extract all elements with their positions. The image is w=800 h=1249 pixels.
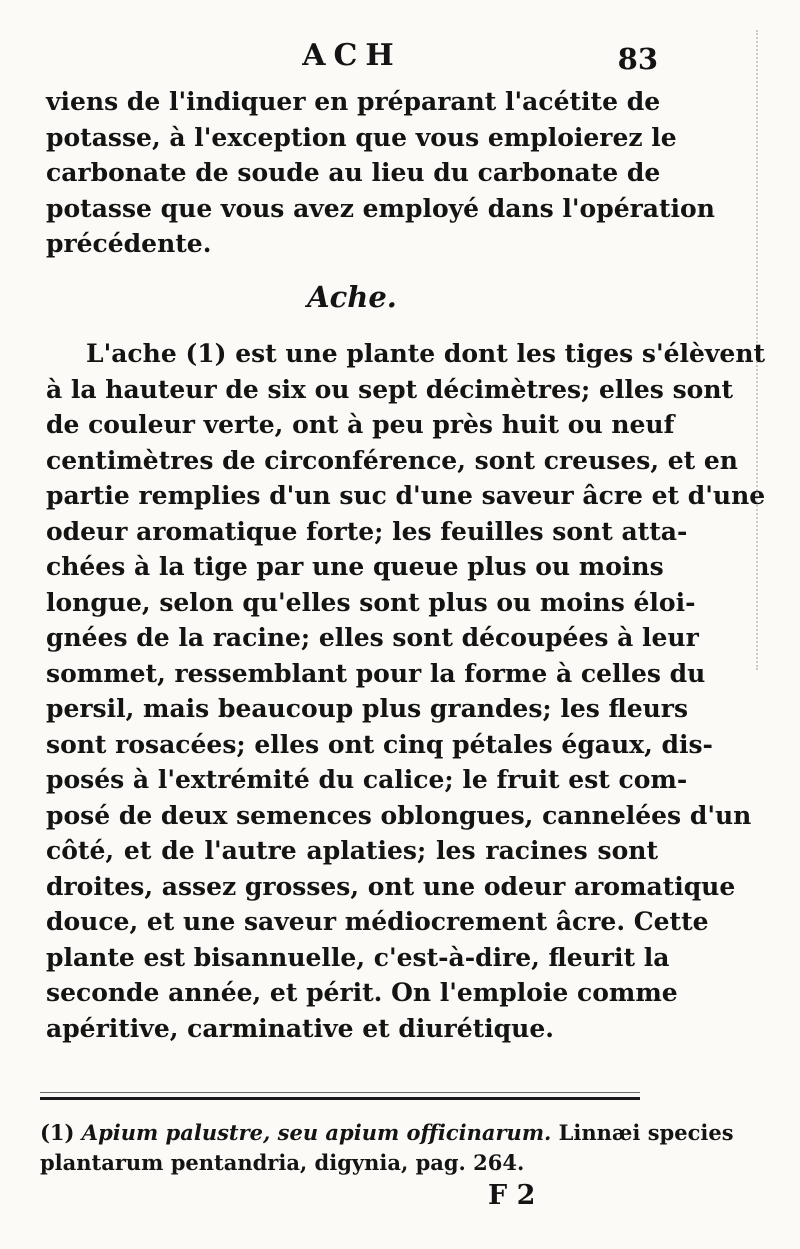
text-line: plante est bisannuelle, c'est-à-dire, fleurit la: [46, 942, 670, 972]
footnote-divider-thin: [40, 1092, 640, 1093]
text-line: sont rosacées; elles ont cinq pétales égaux, dis-: [46, 729, 713, 759]
text-line: posés à l'extrémité du calice; le fruit est com-: [46, 765, 688, 794]
text-line: sommet, ressemblant pour la forme à celles du: [46, 658, 706, 688]
text-line: à la hauteur de six ou sept décimètres; elles sont: [46, 374, 734, 404]
text-line: seconde année, et périt. On l'emploie comme: [46, 978, 678, 1007]
text-line: chées à la tige par une queue plus ou moins: [46, 552, 664, 581]
footnote-line: plantarum pentandria, digynia, pag. 264.: [40, 1150, 525, 1175]
text-line: apéritive, carminative et diurétique.: [46, 1013, 554, 1043]
text-line: partie remplies d'un suc d'une saveur âcre et d'une: [46, 481, 766, 510]
text-line: viens de l'indiquer en préparant l'acétite de: [46, 87, 661, 116]
text-line: de couleur verte, ont à peu près huit ou neuf: [46, 410, 675, 439]
text-line: longue, selon qu'elles sont plus ou moins éloi-: [46, 587, 696, 617]
text-line: gnées de la racine; elles sont découpées à leur: [46, 623, 699, 652]
footnote-latin-name: Apium palustre, seu apium officinarum.: [81, 1120, 552, 1145]
footnote-divider: [40, 1097, 640, 1100]
text-line: douce, et une saveur médiocrement âcre. Cette: [46, 907, 709, 936]
main-paragraph: [46, 336, 766, 1046]
text-line: potasse que vous avez employé dans l'opération: [46, 193, 715, 223]
continued-paragraph: [46, 84, 715, 262]
text-line: odeur aromatique forte; les feuilles sont atta-: [46, 516, 688, 546]
text-line: persil, mais beaucoup plus grandes; les fleurs: [46, 694, 689, 723]
footnote-reference: Linnæi species: [558, 1120, 734, 1145]
text-line: L'ache (1) est une plante dont les tiges s'élèvent: [86, 339, 766, 368]
footnote-line: [40, 1118, 734, 1148]
footnote-marker: (1): [40, 1120, 75, 1145]
text-line: potasse, à l'exception que vous emploierez le: [46, 122, 677, 152]
running-head: [46, 38, 658, 82]
text-line: droites, assez grosses, ont une odeur aromatique: [46, 871, 736, 901]
text-line: précédente.: [46, 229, 212, 258]
running-title: ACH: [302, 38, 402, 73]
text-line: carbonate de soude au lieu du carbonate de: [46, 158, 661, 187]
page-number: 83: [617, 42, 658, 76]
text-line: côté, et de l'autre aplaties; les racines sont: [46, 836, 658, 865]
section-heading: Ache.: [307, 280, 397, 314]
text-line: posé de deux semences oblongues, cannelées d'un: [46, 800, 752, 830]
signature-mark: F 2: [488, 1180, 536, 1211]
footnote: [40, 1118, 734, 1178]
text-line: centimètres de circonférence, sont creuses, et en: [46, 445, 738, 475]
